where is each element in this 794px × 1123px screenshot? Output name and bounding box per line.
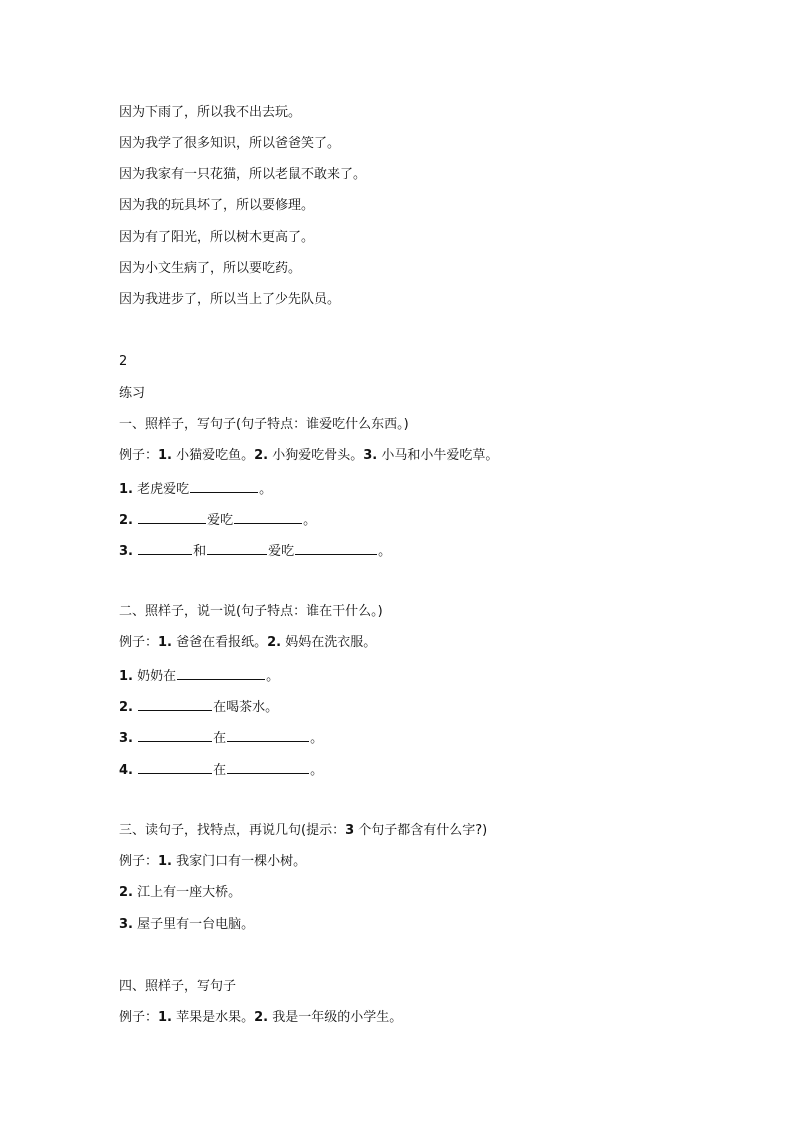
exercise-title: 练习 [119, 386, 146, 401]
answer-blank[interactable] [138, 510, 206, 524]
section2-question-1: 1. 奶奶在 。 [119, 666, 279, 686]
section1-example: 例子：1. 小猫爱吃鱼。2. 小狗爱吃骨头。3. 小马和小牛爱吃草。 [119, 448, 499, 463]
answer-blank[interactable] [227, 760, 309, 774]
section3-example-3: 3. 屋子里有一台电脑。 [119, 917, 255, 932]
section1-question-2: 2. 爱吃 。 [119, 510, 316, 530]
section2-question-3: 3. 在 。 [119, 728, 323, 748]
answer-blank[interactable] [207, 541, 267, 555]
answer-blank[interactable] [138, 541, 192, 555]
answer-blank[interactable] [177, 666, 265, 680]
sentence-3: 因为我家有一只花猫，所以老鼠不敢来了。 [119, 167, 367, 182]
sentence-2: 因为我学了很多知识，所以爸爸笑了。 [119, 136, 341, 151]
section2-example: 例子：1. 爸爸在看报纸。2. 妈妈在洗衣服。 [119, 635, 377, 650]
sentence-7: 因为我进步了，所以当上了少先队员。 [119, 292, 341, 307]
answer-blank[interactable] [138, 697, 212, 711]
section2-question-4: 4. 在 。 [119, 760, 323, 780]
answer-blank[interactable] [227, 728, 309, 742]
answer-blank[interactable] [138, 728, 212, 742]
answer-blank[interactable] [295, 541, 377, 555]
sentence-1: 因为下雨了，所以我不出去玩。 [119, 105, 302, 120]
answer-blank[interactable] [190, 479, 258, 493]
section3-example-2: 2. 江上有一座大桥。 [119, 885, 242, 900]
section2-question-2: 2. 在喝茶水。 [119, 697, 278, 717]
sentence-5: 因为有了阳光，所以树木更高了。 [119, 230, 315, 245]
section2-heading: 二、照样子，说一说(句子特点：谁在干什么。) [119, 604, 383, 619]
page-number: 2 [119, 354, 128, 369]
section1-question-1: 1. 老虎爱吃 。 [119, 479, 272, 499]
sentence-4: 因为我的玩具坏了，所以要修理。 [119, 198, 315, 213]
section3-example-1: 例子：1. 我家门口有一棵小树。 [119, 854, 307, 869]
sentence-6: 因为小文生病了，所以要吃药。 [119, 261, 302, 276]
answer-blank[interactable] [234, 510, 302, 524]
section4-example: 例子：1. 苹果是水果。2. 我是一年级的小学生。 [119, 1010, 403, 1025]
section1-question-3: 3. 和 爱吃 。 [119, 541, 391, 561]
section3-heading: 三、读句子，找特点，再说几句(提示：3 个句子都含有什么字?) [119, 823, 488, 838]
section1-heading: 一、照样子，写句子(句子特点：谁爱吃什么东西。) [119, 417, 409, 432]
section4-heading: 四、照样子，写句子 [119, 979, 237, 994]
answer-blank[interactable] [138, 760, 212, 774]
